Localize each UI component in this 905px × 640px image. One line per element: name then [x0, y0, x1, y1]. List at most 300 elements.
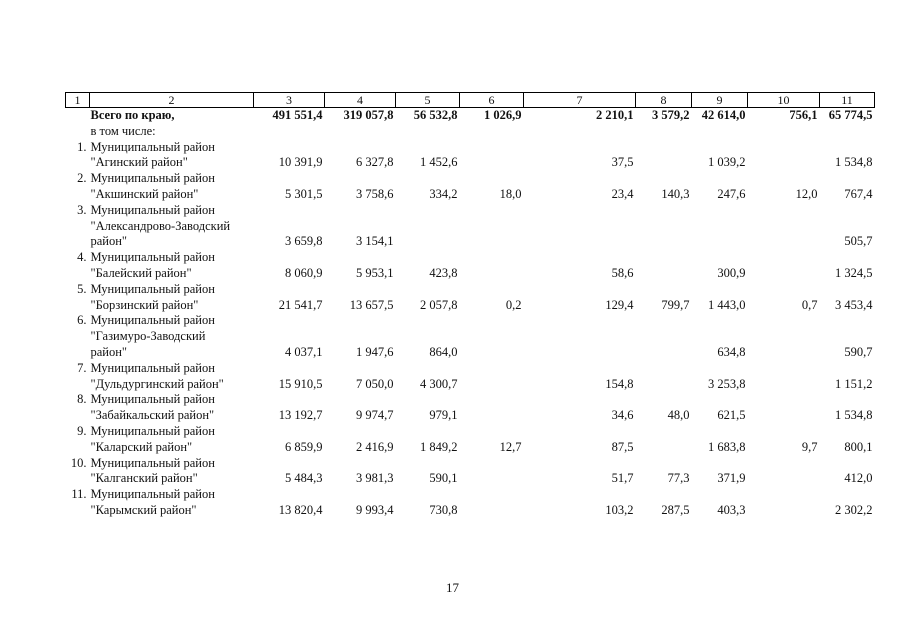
value-cell: 87,5 [611, 439, 634, 454]
header-cell: 10 [748, 93, 820, 108]
value-cell: 3 981,3 [356, 471, 394, 486]
value-cell [460, 487, 524, 503]
value-cell [524, 203, 636, 219]
value-cell [636, 377, 692, 393]
value-cell: 505,7 [844, 234, 873, 249]
value-cell: 103,2 [605, 502, 634, 517]
value-cell [524, 219, 636, 235]
value-cell: 42 614,0 [701, 108, 746, 122]
value-cell [820, 424, 875, 440]
value-cell [460, 282, 524, 298]
value-cell [748, 234, 820, 250]
value-cell: 56 532,8 [413, 108, 458, 122]
value-cell [748, 171, 820, 187]
value-cell [692, 456, 748, 472]
header-cell: 2 [90, 93, 254, 108]
value-cell: 21 541,7 [278, 297, 323, 312]
value-cell [636, 329, 692, 345]
value-cell [692, 329, 748, 345]
row-index [66, 345, 90, 361]
value-cell [820, 282, 875, 298]
table-row [66, 203, 875, 219]
value-cell: 77,3 [667, 471, 690, 486]
value-cell: 5 301,5 [285, 186, 323, 201]
value-cell: 13 192,7 [278, 408, 323, 423]
table-row [66, 392, 875, 408]
value-cell: 9 974,7 [356, 408, 394, 423]
table-row [66, 456, 875, 472]
row-index: 10. [70, 455, 87, 470]
value-cell: 1 039,2 [708, 155, 746, 170]
value-cell [254, 456, 325, 472]
value-cell: 1 947,6 [356, 344, 394, 359]
value-cell: 634,8 [717, 344, 746, 359]
value-cell [748, 345, 820, 361]
table-row [66, 234, 875, 250]
header-cell: 9 [692, 93, 748, 108]
value-cell [460, 203, 524, 219]
value-cell: 371,9 [717, 471, 746, 486]
row-name: Муниципальный район [90, 250, 215, 265]
value-cell [325, 140, 396, 156]
value-cell [748, 329, 820, 345]
value-cell [748, 377, 820, 393]
row-name: Муниципальный район [90, 360, 215, 375]
value-cell [820, 250, 875, 266]
value-cell [692, 487, 748, 503]
value-cell: 48,0 [667, 408, 690, 423]
value-cell [325, 456, 396, 472]
value-cell [636, 440, 692, 456]
value-cell [396, 329, 460, 345]
value-cell: 154,8 [605, 376, 634, 391]
value-cell [692, 392, 748, 408]
value-cell [325, 124, 396, 140]
value-cell [636, 361, 692, 377]
value-cell [396, 313, 460, 329]
table-row [66, 282, 875, 298]
value-cell [636, 140, 692, 156]
row-name: Муниципальный район [90, 313, 215, 328]
table-row [66, 124, 875, 140]
value-cell [396, 140, 460, 156]
value-cell [396, 361, 460, 377]
value-cell: 1 443,0 [708, 297, 746, 312]
row-name: "Газимуро-Заводский [90, 329, 206, 344]
row-name: "Калганский район" [90, 471, 198, 486]
value-cell [748, 155, 820, 171]
value-cell [460, 124, 524, 140]
value-cell: 4 300,7 [420, 376, 458, 391]
row-index [66, 187, 90, 203]
row-name: "Акшинский район" [90, 186, 199, 201]
value-cell [748, 471, 820, 487]
value-cell [748, 487, 820, 503]
table-row [66, 140, 875, 156]
value-cell: 34,6 [611, 408, 634, 423]
row-index: 5. [77, 281, 87, 296]
value-cell [692, 313, 748, 329]
value-cell [748, 203, 820, 219]
value-cell [396, 124, 460, 140]
value-cell [396, 282, 460, 298]
row-name: Муниципальный район [90, 487, 215, 502]
value-cell [820, 313, 875, 329]
row-name: Муниципальный район [90, 281, 215, 296]
value-cell: 15 910,5 [278, 376, 323, 391]
value-cell: 3 579,2 [652, 108, 690, 122]
value-cell: 300,9 [717, 265, 746, 280]
value-cell: 140,3 [661, 186, 690, 201]
header-cell: 5 [396, 93, 460, 108]
row-index [66, 155, 90, 171]
value-cell: 247,6 [717, 186, 746, 201]
value-cell [460, 329, 524, 345]
row-name: в том числе: [90, 123, 156, 138]
value-cell [692, 124, 748, 140]
row-name: Всего по краю, [90, 108, 175, 122]
value-cell: 4 037,1 [285, 344, 323, 359]
value-cell [820, 171, 875, 187]
table-row [66, 408, 875, 424]
header-cell: 3 [254, 93, 325, 108]
row-index [66, 377, 90, 393]
value-cell [460, 345, 524, 361]
row-index [66, 440, 90, 456]
value-cell [524, 140, 636, 156]
value-cell [524, 361, 636, 377]
value-cell [748, 503, 820, 519]
header-cell: 4 [325, 93, 396, 108]
value-cell [524, 234, 636, 250]
header-cell: 7 [524, 93, 636, 108]
value-cell [524, 392, 636, 408]
table-row [66, 155, 875, 171]
row-index: 8. [77, 392, 87, 407]
value-cell [396, 424, 460, 440]
table-row [66, 345, 875, 361]
value-cell [254, 392, 325, 408]
row-name: "Каларский район" [90, 439, 193, 454]
value-cell [820, 487, 875, 503]
value-cell: 412,0 [844, 471, 873, 486]
value-cell [524, 250, 636, 266]
value-cell: 13 820,4 [278, 502, 323, 517]
value-cell: 23,4 [611, 186, 634, 201]
value-cell: 3 154,1 [356, 234, 394, 249]
value-cell [254, 171, 325, 187]
row-index [66, 234, 90, 250]
value-cell [636, 345, 692, 361]
value-cell [692, 424, 748, 440]
row-index [66, 108, 90, 124]
value-cell [524, 424, 636, 440]
value-cell: 3 253,8 [708, 376, 746, 391]
value-cell [636, 234, 692, 250]
header-cell: 8 [636, 93, 692, 108]
value-cell [636, 313, 692, 329]
value-cell [325, 171, 396, 187]
value-cell: 5 484,3 [285, 471, 323, 486]
value-cell [524, 487, 636, 503]
value-cell [460, 408, 524, 424]
value-cell [325, 487, 396, 503]
value-cell [396, 234, 460, 250]
row-name: район" [90, 234, 128, 249]
value-cell: 590,1 [429, 471, 458, 486]
table-row [66, 361, 875, 377]
value-cell: 621,5 [717, 408, 746, 423]
table-row [66, 440, 875, 456]
value-cell [396, 250, 460, 266]
value-cell: 3 659,8 [285, 234, 323, 249]
header-cell: 6 [460, 93, 524, 108]
value-cell [692, 219, 748, 235]
value-cell [748, 266, 820, 282]
value-cell [636, 155, 692, 171]
value-cell [254, 329, 325, 345]
row-name: район" [90, 344, 128, 359]
value-cell [254, 250, 325, 266]
value-cell [524, 171, 636, 187]
value-cell [820, 140, 875, 156]
value-cell: 0,7 [801, 297, 818, 312]
row-index: 6. [77, 313, 87, 328]
value-cell [524, 282, 636, 298]
row-index [66, 503, 90, 519]
value-cell [748, 424, 820, 440]
value-cell [254, 124, 325, 140]
value-cell: 1 849,2 [420, 439, 458, 454]
value-cell: 1 683,8 [708, 439, 746, 454]
value-cell: 65 774,5 [828, 108, 873, 122]
value-cell: 334,2 [429, 186, 458, 201]
value-cell [692, 203, 748, 219]
value-cell: 864,0 [429, 344, 458, 359]
row-index: 7. [77, 360, 87, 375]
table-row [66, 219, 875, 235]
value-cell: 979,1 [429, 408, 458, 423]
table-row [66, 250, 875, 266]
value-cell [396, 171, 460, 187]
row-index [66, 219, 90, 235]
table-row [66, 187, 875, 203]
value-cell: 1 026,9 [484, 108, 522, 122]
value-cell [692, 171, 748, 187]
value-cell: 9 993,4 [356, 502, 394, 517]
header-row [66, 93, 875, 108]
value-cell [820, 203, 875, 219]
row-index: 11. [71, 487, 87, 502]
value-cell: 2 416,9 [356, 439, 394, 454]
value-cell [820, 124, 875, 140]
value-cell: 2 210,1 [596, 108, 634, 122]
row-name: Муниципальный район [90, 455, 215, 470]
row-name: "Борзинский район" [90, 297, 199, 312]
value-cell [254, 203, 325, 219]
value-cell: 403,3 [717, 502, 746, 517]
value-cell: 800,1 [844, 439, 873, 454]
value-cell: 51,7 [611, 471, 634, 486]
value-cell: 756,1 [789, 108, 818, 122]
value-cell [748, 124, 820, 140]
value-cell [820, 392, 875, 408]
value-cell [524, 456, 636, 472]
value-cell [460, 424, 524, 440]
value-cell: 730,8 [429, 502, 458, 517]
table-row [66, 471, 875, 487]
row-name: Муниципальный район [90, 139, 215, 154]
value-cell: 13 657,5 [349, 297, 394, 312]
value-cell [636, 266, 692, 282]
value-cell: 7 050,0 [356, 376, 394, 391]
value-cell [460, 234, 524, 250]
value-cell [748, 282, 820, 298]
value-cell: 3 758,6 [356, 186, 394, 201]
table-row [66, 487, 875, 503]
value-cell [636, 456, 692, 472]
row-index: 1. [77, 139, 87, 154]
value-cell [460, 155, 524, 171]
value-cell [460, 377, 524, 393]
row-name: Муниципальный район [90, 202, 215, 217]
value-cell [748, 140, 820, 156]
value-cell [254, 313, 325, 329]
value-cell [636, 392, 692, 408]
value-cell: 767,4 [844, 186, 873, 201]
value-cell [820, 456, 875, 472]
value-cell [460, 171, 524, 187]
value-cell [636, 250, 692, 266]
table-row [66, 313, 875, 329]
row-name: Муниципальный район [90, 392, 215, 407]
value-cell [748, 456, 820, 472]
value-cell: 58,6 [611, 265, 634, 280]
value-cell [820, 329, 875, 345]
value-cell [460, 250, 524, 266]
value-cell [396, 392, 460, 408]
table-row [66, 329, 875, 345]
row-index: 9. [77, 423, 87, 438]
table-header [66, 93, 875, 108]
value-cell [325, 424, 396, 440]
budget-table [65, 92, 875, 519]
row-index [66, 298, 90, 314]
table-body [66, 108, 875, 519]
value-cell [692, 361, 748, 377]
value-cell: 1 452,6 [420, 155, 458, 170]
value-cell [460, 219, 524, 235]
row-index: 2. [77, 171, 87, 186]
value-cell [460, 266, 524, 282]
row-index [66, 471, 90, 487]
row-name: "Агинский район" [90, 155, 188, 170]
value-cell: 287,5 [661, 502, 690, 517]
value-cell [460, 503, 524, 519]
value-cell [396, 487, 460, 503]
value-cell [692, 250, 748, 266]
value-cell [396, 456, 460, 472]
row-index [66, 329, 90, 345]
value-cell [748, 250, 820, 266]
value-cell [692, 282, 748, 298]
table-row [66, 108, 875, 124]
value-cell [325, 329, 396, 345]
value-cell [748, 392, 820, 408]
value-cell [325, 282, 396, 298]
header-cell: 1 [66, 93, 90, 108]
table-row [66, 424, 875, 440]
value-cell [396, 203, 460, 219]
value-cell [460, 361, 524, 377]
row-name: Муниципальный район [90, 423, 215, 438]
table-row [66, 266, 875, 282]
value-cell [636, 124, 692, 140]
row-name: "Балейский район" [90, 265, 192, 280]
value-cell [524, 329, 636, 345]
value-cell [748, 219, 820, 235]
value-cell: 8 060,9 [285, 265, 323, 280]
header-cell: 11 [820, 93, 875, 108]
value-cell [325, 313, 396, 329]
value-cell [254, 282, 325, 298]
value-cell: 9,7 [801, 439, 818, 454]
value-cell: 491 551,4 [272, 108, 323, 122]
row-name: "Карымский район" [90, 502, 197, 517]
value-cell [325, 219, 396, 235]
value-cell: 18,0 [499, 186, 522, 201]
row-index [66, 266, 90, 282]
value-cell [636, 219, 692, 235]
value-cell: 3 453,4 [835, 297, 873, 312]
value-cell [636, 487, 692, 503]
value-cell [636, 282, 692, 298]
value-cell [524, 345, 636, 361]
value-cell: 6 327,8 [356, 155, 394, 170]
value-cell: 1 151,2 [835, 376, 873, 391]
value-cell [254, 219, 325, 235]
value-cell [820, 361, 875, 377]
value-cell: 0,2 [505, 297, 522, 312]
value-cell [460, 392, 524, 408]
value-cell [460, 140, 524, 156]
value-cell [396, 219, 460, 235]
value-cell [748, 313, 820, 329]
row-index [66, 124, 90, 140]
value-cell: 6 859,9 [285, 439, 323, 454]
value-cell: 590,7 [844, 344, 873, 359]
value-cell: 2 302,2 [835, 502, 873, 517]
row-name: "Дульдургинский район" [90, 376, 224, 391]
value-cell: 2 057,8 [420, 297, 458, 312]
value-cell [636, 203, 692, 219]
value-cell [636, 171, 692, 187]
value-cell [524, 124, 636, 140]
value-cell: 37,5 [611, 155, 634, 170]
value-cell [325, 392, 396, 408]
value-cell: 319 057,8 [343, 108, 394, 122]
value-cell [692, 140, 748, 156]
value-cell: 1 534,8 [835, 155, 873, 170]
value-cell: 799,7 [661, 297, 690, 312]
value-cell: 5 953,1 [356, 265, 394, 280]
value-cell [460, 471, 524, 487]
row-index [66, 408, 90, 424]
value-cell: 1 324,5 [835, 265, 873, 280]
value-cell: 423,8 [429, 265, 458, 280]
row-name: Муниципальный район [90, 171, 215, 186]
value-cell [692, 234, 748, 250]
